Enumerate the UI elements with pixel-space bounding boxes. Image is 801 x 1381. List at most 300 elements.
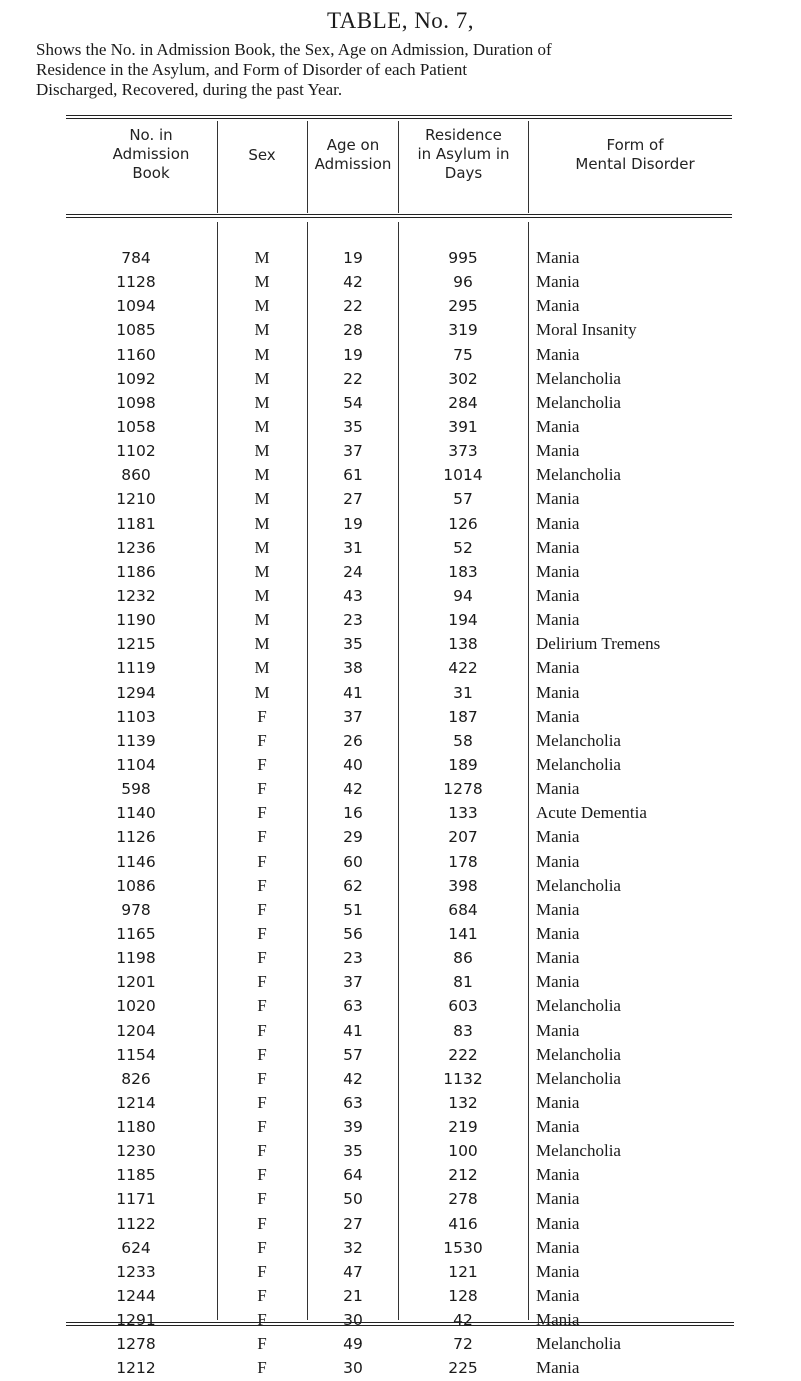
residence-days-cell: 81 <box>453 973 473 992</box>
residence-days-cell: 319 <box>448 321 478 340</box>
admission-no-cell: 1204 <box>116 1021 156 1040</box>
age-cell: 22 <box>343 297 363 316</box>
table-row <box>0 560 801 584</box>
admission-no-cell: 1122 <box>116 1214 156 1233</box>
table-row <box>0 922 801 946</box>
table-row <box>0 512 801 536</box>
disorder-cell: Delirium Tremens <box>536 634 661 654</box>
disorder-cell: Mania <box>536 489 580 509</box>
disorder-cell: Mania <box>536 851 580 871</box>
admission-no-cell: 1181 <box>116 514 156 533</box>
age-cell: 19 <box>343 514 363 533</box>
age-cell: 39 <box>343 1118 363 1137</box>
residence-days-cell: 178 <box>448 852 478 871</box>
disorder-cell: Mania <box>536 923 580 943</box>
admission-no-cell: 1198 <box>116 949 156 968</box>
residence-days-cell: 72 <box>453 1335 473 1354</box>
sex-cell: F <box>257 923 267 943</box>
table-row <box>0 705 801 729</box>
age-cell: 31 <box>343 538 363 557</box>
residence-days-cell: 422 <box>448 659 478 678</box>
disorder-cell: Mania <box>536 1092 580 1112</box>
residence-days-cell: 416 <box>448 1214 478 1233</box>
admission-no-cell: 1139 <box>116 731 156 750</box>
age-cell: 42 <box>343 1069 363 1088</box>
header-disorder <box>530 136 740 174</box>
table-row <box>0 874 801 898</box>
disorder-cell: Melancholia <box>536 1334 621 1354</box>
table-row <box>0 608 801 632</box>
table-row <box>0 318 801 342</box>
table-row <box>0 1260 801 1284</box>
disorder-cell: Mania <box>536 1286 580 1306</box>
age-cell: 63 <box>343 1093 363 1112</box>
table-row <box>0 970 801 994</box>
sex-cell: F <box>257 1310 267 1330</box>
sex-cell: M <box>254 465 270 485</box>
age-cell: 24 <box>343 562 363 581</box>
age-cell: 28 <box>343 321 363 340</box>
sex-cell: M <box>254 537 270 557</box>
residence-days-cell: 219 <box>448 1118 478 1137</box>
age-cell: 54 <box>343 393 363 412</box>
disorder-cell: Melancholia <box>536 392 621 412</box>
residence-days-cell: 995 <box>448 249 478 267</box>
disorder-cell: Mania <box>536 1213 580 1233</box>
age-cell: 21 <box>343 1287 363 1306</box>
age-cell: 16 <box>343 804 363 823</box>
residence-days-cell: 1530 <box>443 1238 483 1257</box>
residence-days-cell: 126 <box>448 514 478 533</box>
disorder-cell: Acute Dementia <box>536 803 647 823</box>
admission-no-cell: 624 <box>121 1238 151 1257</box>
sex-cell: F <box>257 827 267 847</box>
admission-no-cell: 1210 <box>116 490 156 509</box>
header-no-line-1: No. in <box>129 126 173 144</box>
disorder-cell: Melancholia <box>536 1141 621 1161</box>
table-row <box>0 1187 801 1211</box>
sex-cell: M <box>254 658 270 678</box>
admission-no-cell: 1215 <box>116 635 156 654</box>
residence-days-cell: 94 <box>453 586 473 605</box>
table-row <box>0 681 801 705</box>
residence-days-cell: 225 <box>448 1359 478 1378</box>
sex-cell: F <box>257 1213 267 1233</box>
residence-days-cell: 222 <box>448 1045 478 1064</box>
admission-no-cell: 860 <box>121 466 151 485</box>
age-cell: 47 <box>343 1262 363 1281</box>
age-cell: 57 <box>343 1045 363 1064</box>
age-cell: 63 <box>343 997 363 1016</box>
sex-cell: F <box>257 1044 267 1064</box>
disorder-cell: Mania <box>536 416 580 436</box>
header-divider-1 <box>217 121 218 213</box>
disorder-cell: Mania <box>536 585 580 605</box>
age-cell: 40 <box>343 755 363 774</box>
residence-days-cell: 141 <box>448 924 478 943</box>
residence-days-cell: 391 <box>448 417 478 436</box>
admission-no-cell: 1212 <box>116 1359 156 1378</box>
admission-no-cell: 1126 <box>116 828 156 847</box>
age-cell: 22 <box>343 369 363 388</box>
sex-cell: F <box>257 996 267 1016</box>
table-row <box>0 487 801 511</box>
admission-no-cell: 1154 <box>116 1045 156 1064</box>
age-cell: 32 <box>343 1238 363 1257</box>
sex-cell: F <box>257 1068 267 1088</box>
table-row <box>0 946 801 970</box>
top-double-rule <box>66 115 732 119</box>
age-cell: 37 <box>343 707 363 726</box>
age-cell: 30 <box>343 1359 363 1378</box>
residence-days-cell: 132 <box>448 1093 478 1112</box>
table-title: TABLE, No. 7, <box>326 8 475 33</box>
sex-cell: M <box>254 682 270 702</box>
admission-no-cell: 1233 <box>116 1262 156 1281</box>
admission-no-cell: 1058 <box>116 417 156 436</box>
admission-no-cell: 1214 <box>116 1093 156 1112</box>
sex-cell: F <box>257 803 267 823</box>
admission-no-cell: 1236 <box>116 538 156 557</box>
table-row <box>0 1212 801 1236</box>
sex-cell: M <box>254 320 270 340</box>
age-cell: 50 <box>343 1190 363 1209</box>
age-cell: 37 <box>343 442 363 461</box>
age-cell: 43 <box>343 586 363 605</box>
age-cell: 35 <box>343 1142 363 1161</box>
disorder-cell: Mania <box>536 272 580 292</box>
admission-no-cell: 826 <box>121 1069 151 1088</box>
table-row <box>0 729 801 753</box>
disorder-cell: Mania <box>536 248 580 267</box>
admission-no-cell: 1171 <box>116 1190 156 1209</box>
disorder-cell: Mania <box>536 441 580 461</box>
residence-days-cell: 295 <box>448 297 478 316</box>
age-cell: 23 <box>343 949 363 968</box>
table-row <box>0 246 801 270</box>
sex-cell: F <box>257 851 267 871</box>
residence-days-cell: 603 <box>448 997 478 1016</box>
table-row <box>0 656 801 680</box>
residence-days-cell: 187 <box>448 707 478 726</box>
header-residence-line-3: Days <box>444 164 483 182</box>
admission-no-cell: 1104 <box>116 755 156 774</box>
table-row <box>0 1043 801 1067</box>
disorder-cell: Mania <box>536 1358 580 1378</box>
age-cell: 26 <box>343 731 363 750</box>
disorder-cell: Melancholia <box>536 996 621 1016</box>
residence-days-cell: 83 <box>453 1021 473 1040</box>
residence-days-cell: 100 <box>448 1142 478 1161</box>
table-row <box>0 1115 801 1139</box>
disorder-cell: Melancholia <box>536 730 621 750</box>
sex-cell: M <box>254 296 270 316</box>
header-disorder-line-1: Form of <box>606 136 664 154</box>
table-row <box>0 825 801 849</box>
disorder-cell: Mania <box>536 1117 580 1137</box>
residence-days-cell: 183 <box>448 562 478 581</box>
disorder-cell: Mania <box>536 682 580 702</box>
residence-days-cell: 684 <box>448 900 478 919</box>
admission-no-cell: 1094 <box>116 297 156 316</box>
disorder-cell: Mania <box>536 1020 580 1040</box>
sex-cell: F <box>257 1165 267 1185</box>
disorder-cell: Mania <box>536 561 580 581</box>
sex-cell: M <box>254 610 270 630</box>
sex-cell: M <box>254 634 270 654</box>
sex-cell: M <box>254 489 270 509</box>
sex-cell: F <box>257 706 267 726</box>
age-cell: 19 <box>343 345 363 364</box>
sex-cell: M <box>254 272 270 292</box>
residence-days-cell: 1278 <box>443 780 483 799</box>
table-row <box>0 1356 801 1380</box>
table-row <box>0 994 801 1018</box>
residence-days-cell: 1132 <box>443 1069 483 1088</box>
admission-no-cell: 1232 <box>116 586 156 605</box>
age-cell: 61 <box>343 466 363 485</box>
disorder-cell: Mania <box>536 296 580 316</box>
disorder-cell: Mania <box>536 1165 580 1185</box>
age-cell: 60 <box>343 852 363 871</box>
admission-no-cell: 1230 <box>116 1142 156 1161</box>
table-row <box>0 270 801 294</box>
table-row <box>0 584 801 608</box>
age-cell: 27 <box>343 1214 363 1233</box>
admission-no-cell: 1244 <box>116 1287 156 1306</box>
residence-days-cell: 138 <box>448 635 478 654</box>
residence-days-cell: 133 <box>448 804 478 823</box>
disorder-cell: Mania <box>536 827 580 847</box>
disorder-cell: Mania <box>536 972 580 992</box>
residence-days-cell: 1014 <box>443 466 483 485</box>
table-row <box>0 777 801 801</box>
header-sex <box>218 146 306 165</box>
admission-no-cell: 1119 <box>116 659 156 678</box>
residence-days-cell: 212 <box>448 1166 478 1185</box>
admission-no-cell: 1092 <box>116 369 156 388</box>
residence-days-cell: 86 <box>453 949 473 968</box>
admission-no-cell: 598 <box>121 780 151 799</box>
header-double-rule <box>66 214 732 218</box>
admission-no-cell: 1098 <box>116 393 156 412</box>
residence-days-cell: 302 <box>448 369 478 388</box>
sex-cell: M <box>254 561 270 581</box>
admission-no-cell: 1165 <box>116 924 156 943</box>
sex-cell: F <box>257 730 267 750</box>
sex-cell: F <box>257 1092 267 1112</box>
residence-days-cell: 398 <box>448 876 478 895</box>
disorder-cell: Melancholia <box>536 875 621 895</box>
sex-cell: F <box>257 754 267 774</box>
residence-days-cell: 75 <box>453 345 473 364</box>
disorder-cell: Mania <box>536 1261 580 1281</box>
disorder-cell: Mania <box>536 1189 580 1209</box>
header-sex-label: Sex <box>248 146 276 164</box>
table-caption <box>36 40 782 100</box>
sex-cell: M <box>254 416 270 436</box>
disorder-cell: Melancholia <box>536 1068 621 1088</box>
sex-cell: F <box>257 1358 267 1378</box>
admission-no-cell: 978 <box>121 900 151 919</box>
table-row <box>0 1308 801 1332</box>
header-no-line-3: Book <box>132 164 170 182</box>
residence-days-cell: 207 <box>448 828 478 847</box>
admission-no-cell: 1086 <box>116 876 156 895</box>
residence-days-cell: 189 <box>448 755 478 774</box>
residence-days-cell: 278 <box>448 1190 478 1209</box>
table-row <box>0 898 801 922</box>
disorder-cell: Mania <box>536 344 580 364</box>
table-row <box>0 1236 801 1260</box>
age-cell: 42 <box>343 273 363 292</box>
residence-days-cell: 52 <box>453 538 473 557</box>
table-row <box>0 850 801 874</box>
admission-no-cell: 1020 <box>116 997 156 1016</box>
sex-cell: F <box>257 1237 267 1257</box>
admission-no-cell: 1190 <box>116 611 156 630</box>
caption-line-3: Discharged, Recovered, during the past Year. <box>36 80 343 99</box>
admission-no-cell: 1103 <box>116 707 156 726</box>
residence-days-cell: 58 <box>453 731 473 750</box>
age-cell: 30 <box>343 1311 363 1330</box>
age-cell: 49 <box>343 1335 363 1354</box>
sex-cell: F <box>257 1334 267 1354</box>
table-row <box>0 294 801 318</box>
table-row <box>0 1091 801 1115</box>
table-row <box>0 343 801 367</box>
age-cell: 29 <box>343 828 363 847</box>
header-age-line-2: Admission <box>314 155 392 173</box>
table-row <box>0 391 801 415</box>
table-row <box>0 1163 801 1187</box>
disorder-cell: Melancholia <box>536 368 621 388</box>
table-row <box>0 1139 801 1163</box>
residence-days-cell: 57 <box>453 490 473 509</box>
age-cell: 51 <box>343 900 363 919</box>
age-cell: 27 <box>343 490 363 509</box>
admission-no-cell: 1140 <box>116 804 156 823</box>
table-row <box>0 1019 801 1043</box>
age-cell: 35 <box>343 635 363 654</box>
disorder-cell: Melancholia <box>536 1044 621 1064</box>
table-row <box>0 753 801 777</box>
age-cell: 23 <box>343 611 363 630</box>
header-no-line-2: Admission <box>112 145 190 163</box>
disorder-cell: Mania <box>536 706 580 726</box>
residence-days-cell: 194 <box>448 611 478 630</box>
caption-line-2: Residence in the Asylum, and Form of Disorder of each Patient <box>36 60 468 79</box>
residence-days-cell: 284 <box>448 393 478 412</box>
residence-days-cell: 96 <box>453 273 473 292</box>
disorder-cell: Mania <box>536 658 580 678</box>
table-body <box>0 246 801 1381</box>
admission-no-cell: 1146 <box>116 852 156 871</box>
header-age <box>308 136 398 174</box>
disorder-cell: Moral Insanity <box>536 320 637 340</box>
age-cell: 19 <box>343 249 363 267</box>
disorder-cell: Mania <box>536 513 580 533</box>
header-divider-4 <box>528 121 529 213</box>
table-row <box>0 439 801 463</box>
age-cell: 56 <box>343 924 363 943</box>
disorder-cell: Mania <box>536 948 580 968</box>
table-row <box>0 1067 801 1091</box>
age-cell: 41 <box>343 1021 363 1040</box>
sex-cell: F <box>257 899 267 919</box>
admission-no-cell: 1294 <box>116 683 156 702</box>
table-row <box>0 801 801 825</box>
sex-cell: F <box>257 948 267 968</box>
sex-cell: F <box>257 972 267 992</box>
sex-cell: F <box>257 1261 267 1281</box>
admission-no-cell: 1185 <box>116 1166 156 1185</box>
residence-days-cell: 42 <box>453 1311 473 1330</box>
header-residence-line-2: in Asylum in <box>417 145 510 163</box>
header-residence <box>399 126 528 183</box>
admission-no-cell: 1291 <box>116 1311 156 1330</box>
sex-cell: F <box>257 1189 267 1209</box>
sex-cell: F <box>257 1020 267 1040</box>
age-cell: 37 <box>343 973 363 992</box>
header-disorder-line-2: Mental Disorder <box>575 155 695 173</box>
sex-cell: M <box>254 392 270 412</box>
sex-cell: F <box>257 779 267 799</box>
disorder-cell: Mania <box>536 779 580 799</box>
bottom-double-rule <box>66 1322 734 1326</box>
disorder-cell: Melancholia <box>536 465 621 485</box>
age-cell: 62 <box>343 876 363 895</box>
admission-no-cell: 1180 <box>116 1118 156 1137</box>
sex-cell: F <box>257 1286 267 1306</box>
residence-days-cell: 373 <box>448 442 478 461</box>
age-cell: 64 <box>343 1166 363 1185</box>
residence-days-cell: 128 <box>448 1287 478 1306</box>
sex-cell: M <box>254 368 270 388</box>
table-row <box>0 367 801 391</box>
residence-days-cell: 31 <box>453 683 473 702</box>
sex-cell: F <box>257 1141 267 1161</box>
sex-cell: F <box>257 1117 267 1137</box>
admission-no-cell: 1278 <box>116 1335 156 1354</box>
age-cell: 35 <box>343 417 363 436</box>
table-row <box>0 415 801 439</box>
header-admission-book <box>86 126 216 183</box>
admission-no-cell: 1186 <box>116 562 156 581</box>
caption-line-1: Shows the No. in Admission Book, the Sex, Age on Admission, Duration of <box>36 40 552 59</box>
table-row <box>0 536 801 560</box>
disorder-cell: Mania <box>536 1237 580 1257</box>
sex-cell: M <box>254 513 270 533</box>
residence-days-cell: 121 <box>448 1262 478 1281</box>
admission-no-cell: 1160 <box>116 345 156 364</box>
admission-no-cell: 1102 <box>116 442 156 461</box>
disorder-cell: Melancholia <box>536 754 621 774</box>
disorder-cell: Mania <box>536 537 580 557</box>
sex-cell: M <box>254 441 270 461</box>
age-cell: 42 <box>343 780 363 799</box>
sex-cell: M <box>254 344 270 364</box>
table-row <box>0 1284 801 1308</box>
sex-cell: F <box>257 875 267 895</box>
table-row <box>0 463 801 487</box>
disorder-cell: Mania <box>536 1310 580 1330</box>
table-row <box>0 632 801 656</box>
header-residence-line-1: Residence <box>425 126 502 144</box>
age-cell: 41 <box>343 683 363 702</box>
sex-cell: M <box>254 585 270 605</box>
admission-no-cell: 1201 <box>116 973 156 992</box>
